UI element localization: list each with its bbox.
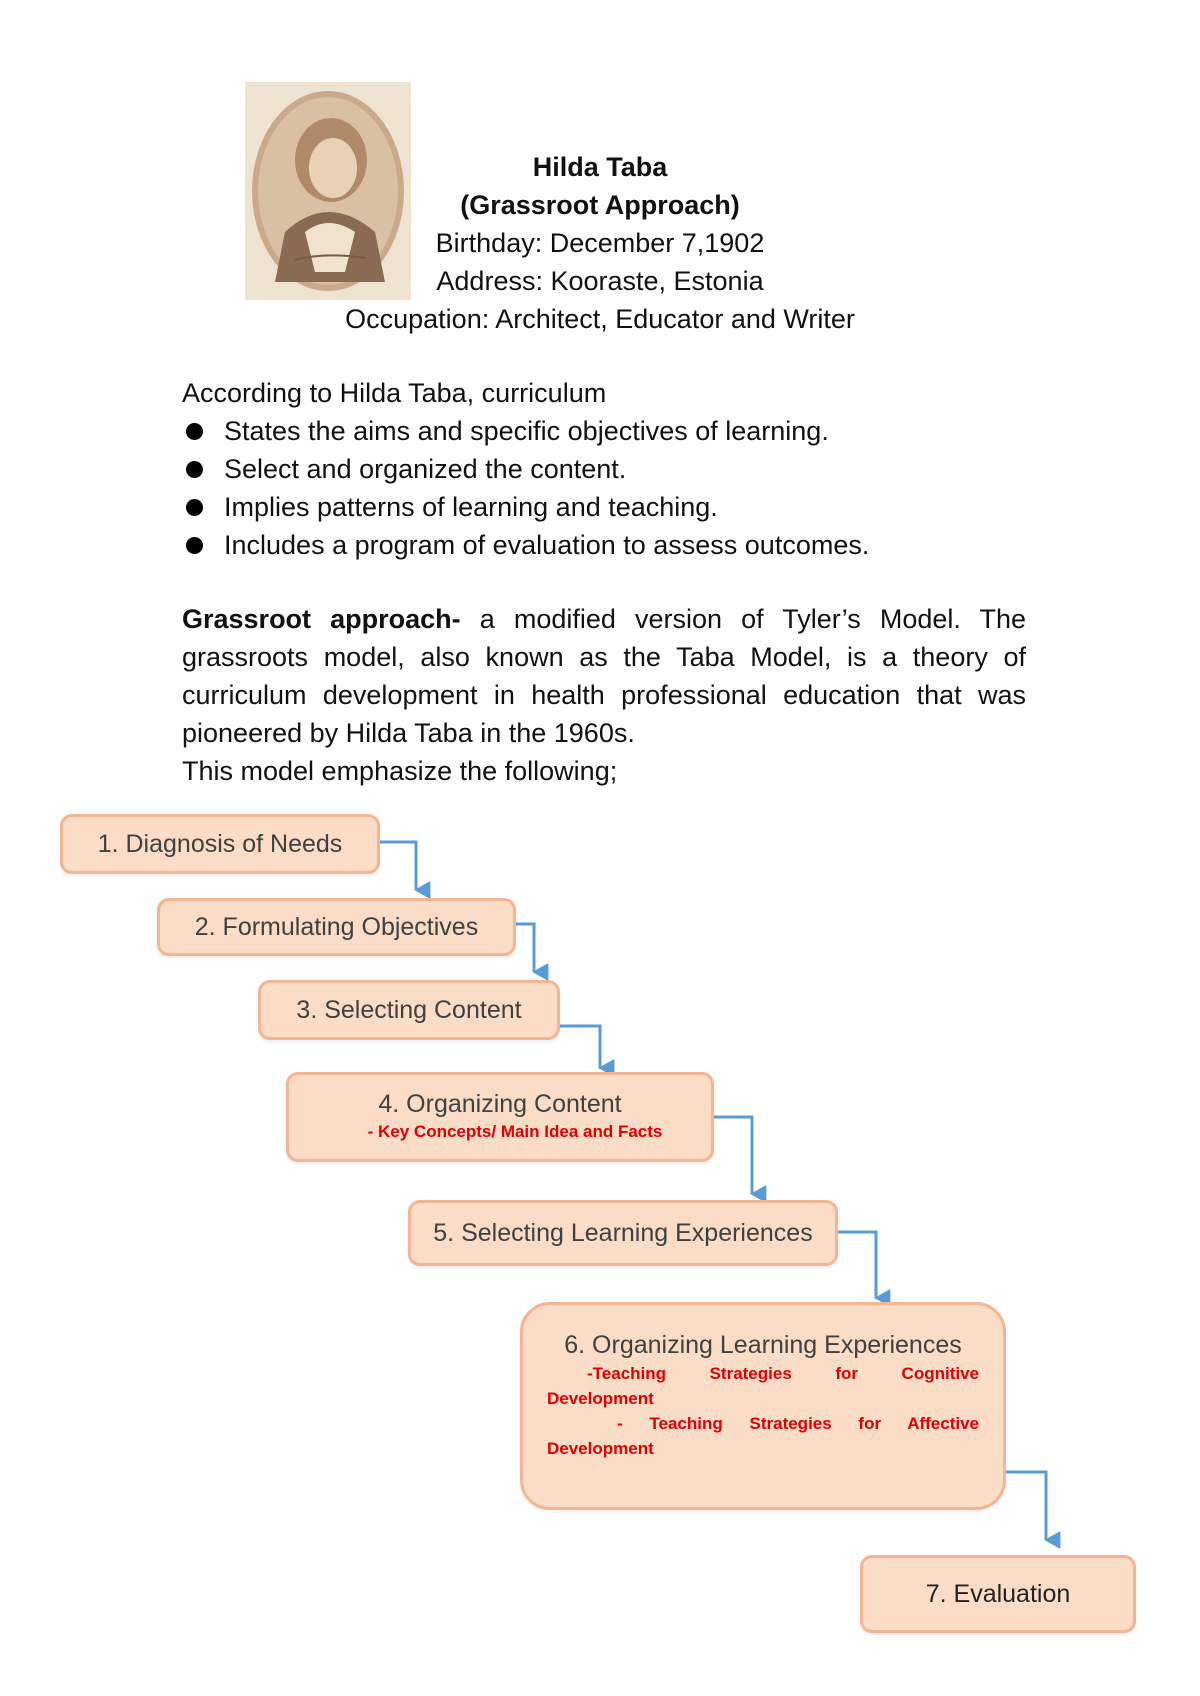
arrow-3-4 xyxy=(560,1026,600,1068)
step-title: 5. Selecting Learning Experiences xyxy=(433,1219,813,1247)
curriculum-bullet-list xyxy=(182,412,1032,564)
step-subtitle: Development xyxy=(547,1439,654,1458)
list-item xyxy=(182,526,1032,564)
step-title: 4. Organizing Content xyxy=(378,1090,622,1118)
followup-line: This model emphasize the following; xyxy=(182,756,618,786)
arrow-5-6 xyxy=(836,1232,876,1298)
address: Address: Kooraste, Estonia xyxy=(436,266,764,296)
bullet-text: Select and organized the content. xyxy=(224,454,627,484)
definition: a modified version of Tyler’s Model. The grassroots model, also known as the Taba Model, is a theory of curriculum development in health professional education that was pioneered by Hilda Taba in the 1960s. xyxy=(182,604,1027,748)
bullet-icon xyxy=(186,423,203,440)
step-selecting-content xyxy=(258,980,560,1040)
intro-lead: According to Hilda Taba, curriculum xyxy=(182,378,607,408)
curriculum-intro xyxy=(182,374,1032,564)
list-item xyxy=(182,450,1032,488)
person-name: Hilda Taba xyxy=(532,152,668,182)
occupation: Occupation: Architect, Educator and Writer xyxy=(345,304,855,334)
arrow-6-7 xyxy=(1006,1472,1046,1540)
step-evaluation xyxy=(860,1555,1136,1633)
step-title: 2. Formulating Objectives xyxy=(194,913,479,941)
term: Grassroot approach- xyxy=(182,604,461,634)
arrow-1-2 xyxy=(378,842,416,890)
list-item xyxy=(182,412,1032,450)
step-subtitle: - Key Concepts/ Main Idea and Facts xyxy=(367,1122,663,1141)
bullet-text: States the aims and specific objectives of learning. xyxy=(224,416,829,446)
grassroot-description xyxy=(182,600,1026,790)
step-subtitle: -Teaching Strategies for Cognitive xyxy=(587,1364,979,1383)
step-subtitle: Development xyxy=(547,1389,654,1408)
list-item xyxy=(182,488,1032,526)
bullet-text: Implies patterns of learning and teaching. xyxy=(224,492,718,522)
step-title: 1. Diagnosis of Needs xyxy=(97,830,343,858)
step-diagnosis-of-needs xyxy=(60,814,380,874)
step-formulating-objectives xyxy=(157,898,516,956)
approach-subtitle: (Grassroot Approach) xyxy=(460,190,740,220)
bullet-icon xyxy=(186,461,203,478)
arrow-4-5 xyxy=(714,1117,752,1194)
description-paragraph xyxy=(182,600,1026,752)
header-block xyxy=(300,148,900,338)
step-selecting-learning-experiences xyxy=(408,1200,838,1266)
bullet-icon xyxy=(186,499,203,516)
step-subtitle: - Teaching Strategies for Affective xyxy=(617,1414,979,1433)
step-title: 3. Selecting Content xyxy=(296,996,522,1024)
step-organizing-learning-experiences xyxy=(520,1302,1006,1510)
bullet-icon xyxy=(186,537,203,554)
step-title: 6. Organizing Learning Experiences xyxy=(564,1331,962,1359)
step-organizing-content xyxy=(286,1072,714,1162)
birthday: Birthday: December 7,1902 xyxy=(435,228,765,258)
bullet-text: Includes a program of evaluation to assess outcomes. xyxy=(224,530,870,560)
step-title: 7. Evaluation xyxy=(925,1580,1071,1608)
arrow-2-3 xyxy=(514,924,534,972)
